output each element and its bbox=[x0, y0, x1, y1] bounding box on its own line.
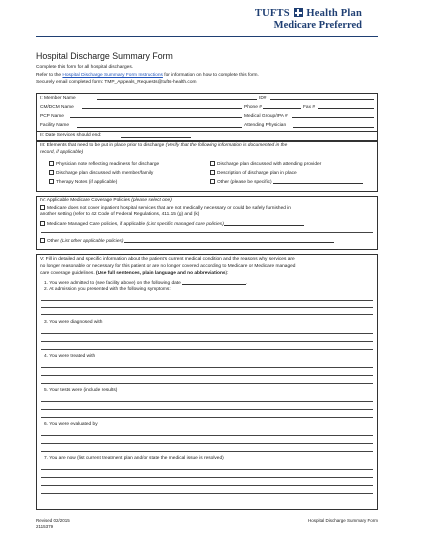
intro-line2-post: for information on how to complete this form. bbox=[162, 72, 259, 78]
medical-group-label: Medical Group/IPA # bbox=[244, 113, 288, 119]
phone-label: Phone # bbox=[244, 104, 262, 110]
section-3-header bbox=[37, 142, 377, 150]
question-4: 4. You were treated with bbox=[44, 354, 96, 359]
checkbox-icon bbox=[210, 170, 215, 175]
logo-tufts: TUFTS bbox=[254, 8, 290, 19]
status-line-4[interactable] bbox=[41, 493, 373, 494]
logo-line2: Medicare Preferred bbox=[273, 19, 362, 31]
section-4-header bbox=[37, 197, 377, 205]
managed-care-field[interactable] bbox=[224, 221, 304, 226]
section-3 bbox=[36, 141, 378, 192]
checkbox-plan-attending[interactable] bbox=[210, 161, 321, 168]
section-3-title: III: Elements that need to be put in place prior to discharge bbox=[40, 143, 165, 149]
checkbox-icon bbox=[49, 161, 54, 166]
revised-date: Revised 02/2015 bbox=[36, 518, 70, 523]
instructions-link[interactable]: Hospital Discharge Summary Form Instructions bbox=[62, 72, 163, 78]
admission-date-field[interactable] bbox=[182, 280, 246, 285]
fax-field[interactable] bbox=[318, 104, 374, 109]
tests-line-3[interactable] bbox=[41, 417, 373, 418]
checkbox-label: Other (please be specific) bbox=[217, 180, 272, 185]
other-specific-field[interactable] bbox=[273, 179, 363, 184]
section-4 bbox=[36, 196, 378, 250]
medical-group-field[interactable] bbox=[292, 113, 374, 118]
question-2: 2. At admission you presented with the following symptoms: bbox=[44, 287, 171, 292]
section-5 bbox=[36, 254, 378, 510]
checkbox-therapy-notes[interactable] bbox=[49, 179, 117, 186]
status-line-1[interactable] bbox=[41, 469, 373, 470]
checkbox-label: Physician note reflecting readiness for discharge bbox=[56, 162, 160, 167]
facility-name-label: Facility Name bbox=[40, 123, 70, 129]
diagnosis-line-3[interactable] bbox=[41, 349, 373, 350]
option-label: Medicare does not cover inpatient hospital services that are not medically necessary or could be safely furnished in bbox=[47, 206, 291, 211]
question-5: 5. Your tests were (include results) bbox=[44, 388, 118, 393]
treatment-line-3[interactable] bbox=[41, 383, 373, 384]
intro-text bbox=[36, 64, 259, 87]
option-note: (List specific managed care policies) bbox=[146, 222, 224, 227]
checkbox-label: Description of discharge plan in place bbox=[217, 171, 297, 176]
section-3-note: (Verify that the following information is documented in the bbox=[164, 143, 288, 149]
checkbox-other[interactable] bbox=[210, 179, 363, 186]
tests-line-1[interactable] bbox=[41, 401, 373, 402]
id-label: ID# bbox=[259, 95, 267, 101]
treatment-line-1[interactable] bbox=[41, 367, 373, 368]
checkbox-label: Therapy Notes (if applicable) bbox=[56, 180, 118, 185]
section-4-title: IV: Applicable Medicare Coverage Policies bbox=[40, 198, 130, 204]
intro-line1: Complete this form for all hospital discharges. bbox=[36, 65, 134, 70]
evaluated-line-2[interactable] bbox=[41, 443, 373, 444]
intro-3-pre: care coverage guidelines. bbox=[40, 271, 96, 276]
section-3-note-2: record, if applicable) bbox=[40, 149, 84, 155]
evaluated-line-1[interactable] bbox=[41, 435, 373, 436]
intro-line2 bbox=[36, 72, 259, 80]
section-4-note: (please select one) bbox=[129, 198, 172, 204]
status-line-2[interactable] bbox=[41, 477, 373, 478]
section-5-intro-3 bbox=[40, 271, 228, 277]
logo-health-plan: Health Plan bbox=[306, 8, 362, 19]
form-code: 2115379 bbox=[36, 524, 54, 529]
checkbox-icon bbox=[40, 238, 45, 243]
question-6: 6. You were evaluated by bbox=[44, 422, 98, 427]
attending-physician-label: Attending Physician bbox=[244, 123, 287, 129]
fax-label: Fax # bbox=[303, 104, 315, 110]
member-name-field[interactable] bbox=[97, 95, 257, 100]
facility-name-field[interactable] bbox=[77, 123, 242, 128]
facility-row bbox=[37, 122, 377, 131]
footer-form-name: Hospital Discharge Summary Form bbox=[307, 518, 378, 523]
section-5-intro-2: no longer reasonable or necessary for this patient or are no longer covered according to Medicare or Medicare managed bbox=[40, 264, 296, 269]
option-1-continued: another setting (refer to 42 Code of Federal Regulations, 411.15 (g) and (k) bbox=[40, 212, 200, 217]
diagnosis-line-2[interactable] bbox=[41, 341, 373, 342]
cross-icon bbox=[294, 8, 303, 17]
attending-physician-field[interactable] bbox=[293, 123, 374, 128]
pcp-name-field[interactable] bbox=[70, 113, 242, 118]
symptoms-line-3[interactable] bbox=[41, 314, 373, 315]
symptoms-line-2[interactable] bbox=[41, 307, 373, 308]
other-policies-field[interactable] bbox=[124, 238, 334, 243]
checkbox-plan-in-place[interactable] bbox=[210, 170, 297, 177]
intro-line3: Securely email completed form: TMP_Appeals_Requests@tufts-health.com bbox=[36, 80, 197, 86]
header-divider bbox=[36, 36, 378, 37]
page-title: Hospital Discharge Summary Form bbox=[36, 51, 173, 61]
date-services-end-label: II: Date Services should end: bbox=[40, 133, 102, 139]
checkbox-icon bbox=[40, 205, 45, 210]
checkbox-physician-note[interactable] bbox=[49, 161, 159, 168]
cm-dcm-name-label: CM/DCM Name bbox=[40, 104, 74, 110]
logo bbox=[255, 8, 362, 31]
question-1-end: . bbox=[246, 281, 248, 286]
radio-managed-care[interactable] bbox=[40, 221, 304, 228]
checkbox-icon bbox=[49, 170, 54, 175]
checkbox-icon bbox=[210, 179, 215, 184]
member-row bbox=[37, 94, 377, 103]
logo-line1 bbox=[255, 8, 362, 20]
option-label: Other bbox=[47, 239, 61, 244]
symptoms-line-1[interactable] bbox=[41, 300, 373, 301]
intro-3-post: ): bbox=[225, 271, 229, 276]
tests-line-2[interactable] bbox=[41, 409, 373, 410]
phone-field[interactable] bbox=[263, 104, 301, 109]
option-note: (List other applicable policies) bbox=[60, 239, 124, 244]
checkbox-label: Discharge plan discussed with attending provider bbox=[217, 162, 322, 167]
member-name-label: I: Member Name bbox=[40, 95, 76, 101]
managed-care-line[interactable] bbox=[41, 232, 373, 233]
section-2 bbox=[37, 131, 377, 140]
checkbox-label: Discharge plan discussed with member/family bbox=[56, 171, 154, 176]
question-7: 7. You are now (list current treatment plan and/or state the medical issue is resolved) bbox=[44, 456, 224, 461]
question-1-label: 1. You were admitted to (see facility above) on the following date bbox=[44, 281, 181, 286]
evaluated-line-3[interactable] bbox=[41, 451, 373, 452]
diagnosis-line-1[interactable] bbox=[41, 333, 373, 334]
option-label: Medicare Managed Care policies, if applicable bbox=[47, 222, 147, 227]
cm-row bbox=[37, 103, 377, 112]
treatment-line-2[interactable] bbox=[41, 375, 373, 376]
date-services-end-field[interactable] bbox=[121, 133, 191, 138]
question-3: 3. You were diagnosed with bbox=[44, 320, 103, 325]
footer-left bbox=[36, 518, 70, 530]
pcp-row bbox=[37, 112, 377, 121]
intro-3-bold: (Use full sentences, plain language and no abbreviations bbox=[96, 271, 226, 276]
cm-dcm-name-field[interactable] bbox=[82, 104, 242, 109]
checkbox-icon bbox=[49, 179, 54, 184]
status-line-3[interactable] bbox=[41, 485, 373, 486]
intro-line2-pre: Refer to the bbox=[36, 72, 63, 78]
section-5-intro-1: V: Fill in detailed and specific information about the patient’s current medical condition and the reasons why services are bbox=[40, 257, 295, 262]
id-field[interactable] bbox=[270, 95, 374, 100]
checkbox-icon bbox=[210, 161, 215, 166]
radio-other-policies[interactable] bbox=[40, 238, 334, 245]
section-1 bbox=[36, 93, 378, 141]
checkbox-icon bbox=[40, 221, 45, 226]
checkbox-plan-family[interactable] bbox=[49, 170, 153, 177]
pcp-name-label: PCP Name bbox=[40, 113, 64, 119]
